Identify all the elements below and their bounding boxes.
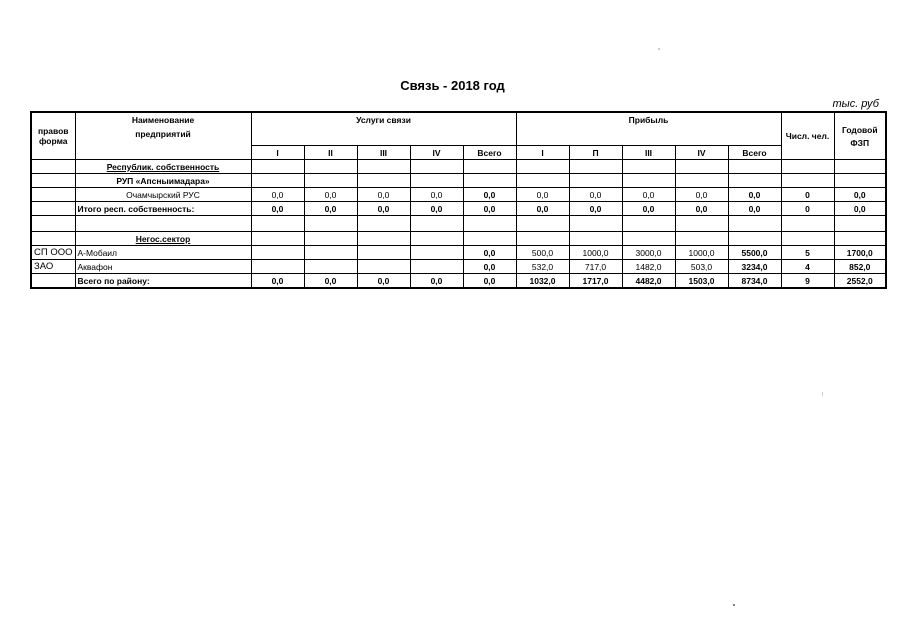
cell-value: 0,0 <box>357 188 410 202</box>
cell-value: 0,0 <box>357 274 410 289</box>
profit-sub-header: П <box>569 146 622 160</box>
table-row <box>31 260 886 274</box>
org-rup-label: РУП «Апсныимадара» <box>75 174 251 188</box>
cell-value: 1482,0 <box>622 260 675 274</box>
cell-value: 717,0 <box>569 260 622 274</box>
communications-table <box>30 111 887 289</box>
header-row-1 <box>31 112 886 146</box>
cell-value: 0,0 <box>728 188 781 202</box>
scan-speck <box>658 48 660 50</box>
profit-sub-header: IV <box>675 146 728 160</box>
table-row <box>31 188 886 202</box>
cell-value: 4482,0 <box>622 274 675 289</box>
table-row-total <box>31 274 886 289</box>
profit-sub-header: Всего <box>728 146 781 160</box>
cell-value: 1717,0 <box>569 274 622 289</box>
cell-name: А-Мобаил <box>75 246 251 260</box>
col-form-header: правов форма <box>31 112 75 160</box>
cell-value: 0,0 <box>410 274 463 289</box>
scan-speck <box>822 392 823 396</box>
services-sub-header: I <box>251 146 304 160</box>
page-title: Связь - 2018 год <box>400 78 505 93</box>
cell-value: 0,0 <box>463 188 516 202</box>
section-nongov-label: Негос.сектор <box>75 232 251 246</box>
cell-value: 1032,0 <box>516 274 569 289</box>
section-republic-label: Республик. собственность <box>75 160 251 174</box>
cell-value: 5 <box>781 246 834 260</box>
services-sub-header: IV <box>410 146 463 160</box>
unit-label: тыс. руб <box>832 98 879 110</box>
cell-value: 2552,0 <box>834 274 886 289</box>
cell-value: 0 <box>781 202 834 216</box>
cell-value: 0,0 <box>304 274 357 289</box>
col-fzp-header <box>834 112 886 160</box>
table-row <box>31 246 886 260</box>
cell-value: 0,0 <box>834 188 886 202</box>
cell-value: 5500,0 <box>728 246 781 260</box>
cell-value: 0,0 <box>410 188 463 202</box>
cell-value: 0,0 <box>463 202 516 216</box>
cell-value: 0,0 <box>463 246 516 260</box>
cell-value: 0,0 <box>304 202 357 216</box>
table-row <box>31 202 886 216</box>
cell-form <box>31 188 75 202</box>
cell-name: Итого респ. собственность: <box>75 202 251 216</box>
profit-sub-header: III <box>622 146 675 160</box>
cell-value: 0,0 <box>463 274 516 289</box>
cell-form: ЗАО <box>31 260 75 274</box>
cell-name: Очамчырский РУС <box>75 188 251 202</box>
cell-value: 0,0 <box>463 260 516 274</box>
table-row <box>31 174 886 188</box>
profit-sub-header: I <box>516 146 569 160</box>
cell-value: 0 <box>781 188 834 202</box>
services-sub-header: III <box>357 146 410 160</box>
cell-name: Всего по району: <box>75 274 251 289</box>
cell-form: СП ООО <box>31 246 75 260</box>
col-name-header <box>75 112 251 160</box>
cell-value: 500,0 <box>516 246 569 260</box>
cell-value: 852,0 <box>834 260 886 274</box>
cell-value: 1700,0 <box>834 246 886 260</box>
cell-value: 503,0 <box>675 260 728 274</box>
cell-value: 3234,0 <box>728 260 781 274</box>
cell-value: 0,0 <box>569 202 622 216</box>
cell-value: 1000,0 <box>569 246 622 260</box>
cell-value: 0,0 <box>834 202 886 216</box>
cell-value: 0,0 <box>251 274 304 289</box>
col-staff-header: Числ. чел. <box>781 112 834 160</box>
cell-value: 0,0 <box>622 188 675 202</box>
table-row <box>31 232 886 246</box>
col-name-header-line1: Наименование <box>131 115 195 125</box>
cell-value: 4 <box>781 260 834 274</box>
group-profit-header: Прибыль <box>516 112 781 146</box>
cell-value: 532,0 <box>516 260 569 274</box>
cell-value: 0,0 <box>251 188 304 202</box>
cell-value: 1000,0 <box>675 246 728 260</box>
cell-value: 0,0 <box>516 202 569 216</box>
cell-value: 0,0 <box>410 202 463 216</box>
cell-value: 0,0 <box>675 188 728 202</box>
cell-value: 9 <box>781 274 834 289</box>
services-sub-header: Всего <box>463 146 516 160</box>
scan-speck <box>733 604 735 606</box>
cell-value: 0,0 <box>357 202 410 216</box>
cell-value: 0,0 <box>622 202 675 216</box>
group-services-header: Услуги связи <box>251 112 516 146</box>
cell-value: 0,0 <box>516 188 569 202</box>
services-sub-header: II <box>304 146 357 160</box>
cell-name: Аквафон <box>75 260 251 274</box>
cell-value: 0,0 <box>569 188 622 202</box>
cell-value: 0,0 <box>251 202 304 216</box>
cell-value: 3000,0 <box>622 246 675 260</box>
table-row <box>31 160 886 174</box>
cell-value: 0,0 <box>728 202 781 216</box>
col-fzp-header-line1: Годовой <box>841 124 878 135</box>
col-name-header-line2: предприятий <box>135 129 191 139</box>
cell-value: 0,0 <box>675 202 728 216</box>
table-row-empty <box>31 216 886 232</box>
cell-value: 1503,0 <box>675 274 728 289</box>
cell-value: 0,0 <box>304 188 357 202</box>
cell-value: 8734,0 <box>728 274 781 289</box>
col-fzp-header-line2: ФЗП <box>850 137 870 148</box>
